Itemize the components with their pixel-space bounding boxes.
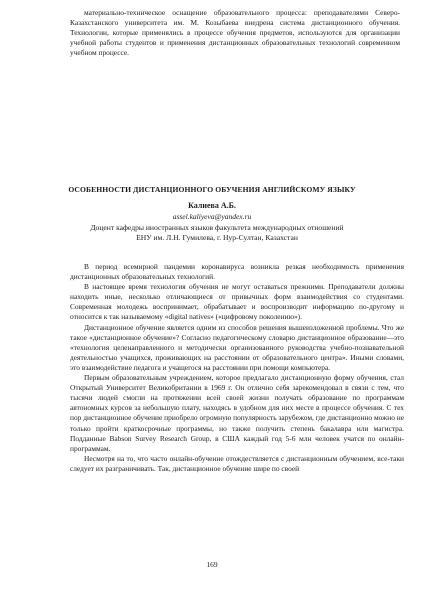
paragraph: В период всемирной пандемии коронавируса возникла резкая необходимость применения дистанционных образовательных технологий. xyxy=(70,262,404,282)
paragraph: Первым образовательным учреждением, которое предлагало дистанционную форму обучения, стал Открытый Университет Великобритании в 1969 г. Он отлично себя зарекомендовал в связи с тем, что тысячи людей смогли на протяжении всей своей жизни получать образование по программам автономных курсов за небольшую плату, находясь в удобном для них месте в процессе обучения. С тех пор дистанционное обучение приобрело огромную популярность зарубежом, где дистанционно можно не только пройти краткосрочные программы, но также получить степень бакалавра или магистра. Подданные Babson Survey Research Group, в США каждый год 5-6 млн человек учатся по онлайн-программам. xyxy=(70,373,404,453)
affiliation-line-1: Доцент кафедры иностранных языков факультета международных отношений xyxy=(90,223,344,232)
top-paragraph: материально-техническое оснащение образовательного процесса: преподавателями Северо-Казахстанского университета им. М. Козыбаева внедрена система дистанционного обучения. Технологии, которые применялись в процессе обучения предметов, используются для организации учебной работы студентов и применения дистанционных образовательных технологий современном учебном процессе. xyxy=(70,8,400,57)
affiliation-line-2: ЕНУ им. Л.Н. Гумилева, г. Нур-Султан, Казахстан xyxy=(136,233,298,242)
paragraph: Дистанционное обучение является одним из способов решения вышеизложенной проблемы. Что же такое «дистанционное обучение»? Согласно педагогическому словарю дистанционное образование—это «технология целенаправленного и методически организованного руководства учебно-познавательной деятельностью учащихся, проживающих на расстоянии от образовательного центра». Иными словами, это взаимодействие педагога и учащегося на расстоянии при помощи компьютера. xyxy=(70,322,404,372)
paragraph: В настоящее время технология обучения не могут оставаться прежними. Преподаватели должны находить иные, несколько отличающиеся от привычных форм взаимодействия со студентами. Современная молодежь воспринимает, обрабатывает и воспроизводит информацию по-другому и относится к так называемому «digital natives» («цифровому поколению»). xyxy=(70,282,404,322)
article-title: ОСОБЕННОСТИ ДИСТАНЦИОННОГО ОБУЧЕНИЯ АНГЛИЙСКОМУ ЯЗЫКУ xyxy=(68,185,356,194)
article-body xyxy=(70,262,404,474)
author-name: Калиева А.Б. xyxy=(188,201,236,210)
author-email: assel.kaliyeva@yandex.ru xyxy=(172,212,252,221)
page-number: 169 xyxy=(206,560,218,569)
paragraph: Несмотря на то, что часто онлайн-обучение отождествляется с дистанционным обучением, все-таки следует их разграничивать. Так, дистанционное обучение шире по своей xyxy=(70,453,404,473)
